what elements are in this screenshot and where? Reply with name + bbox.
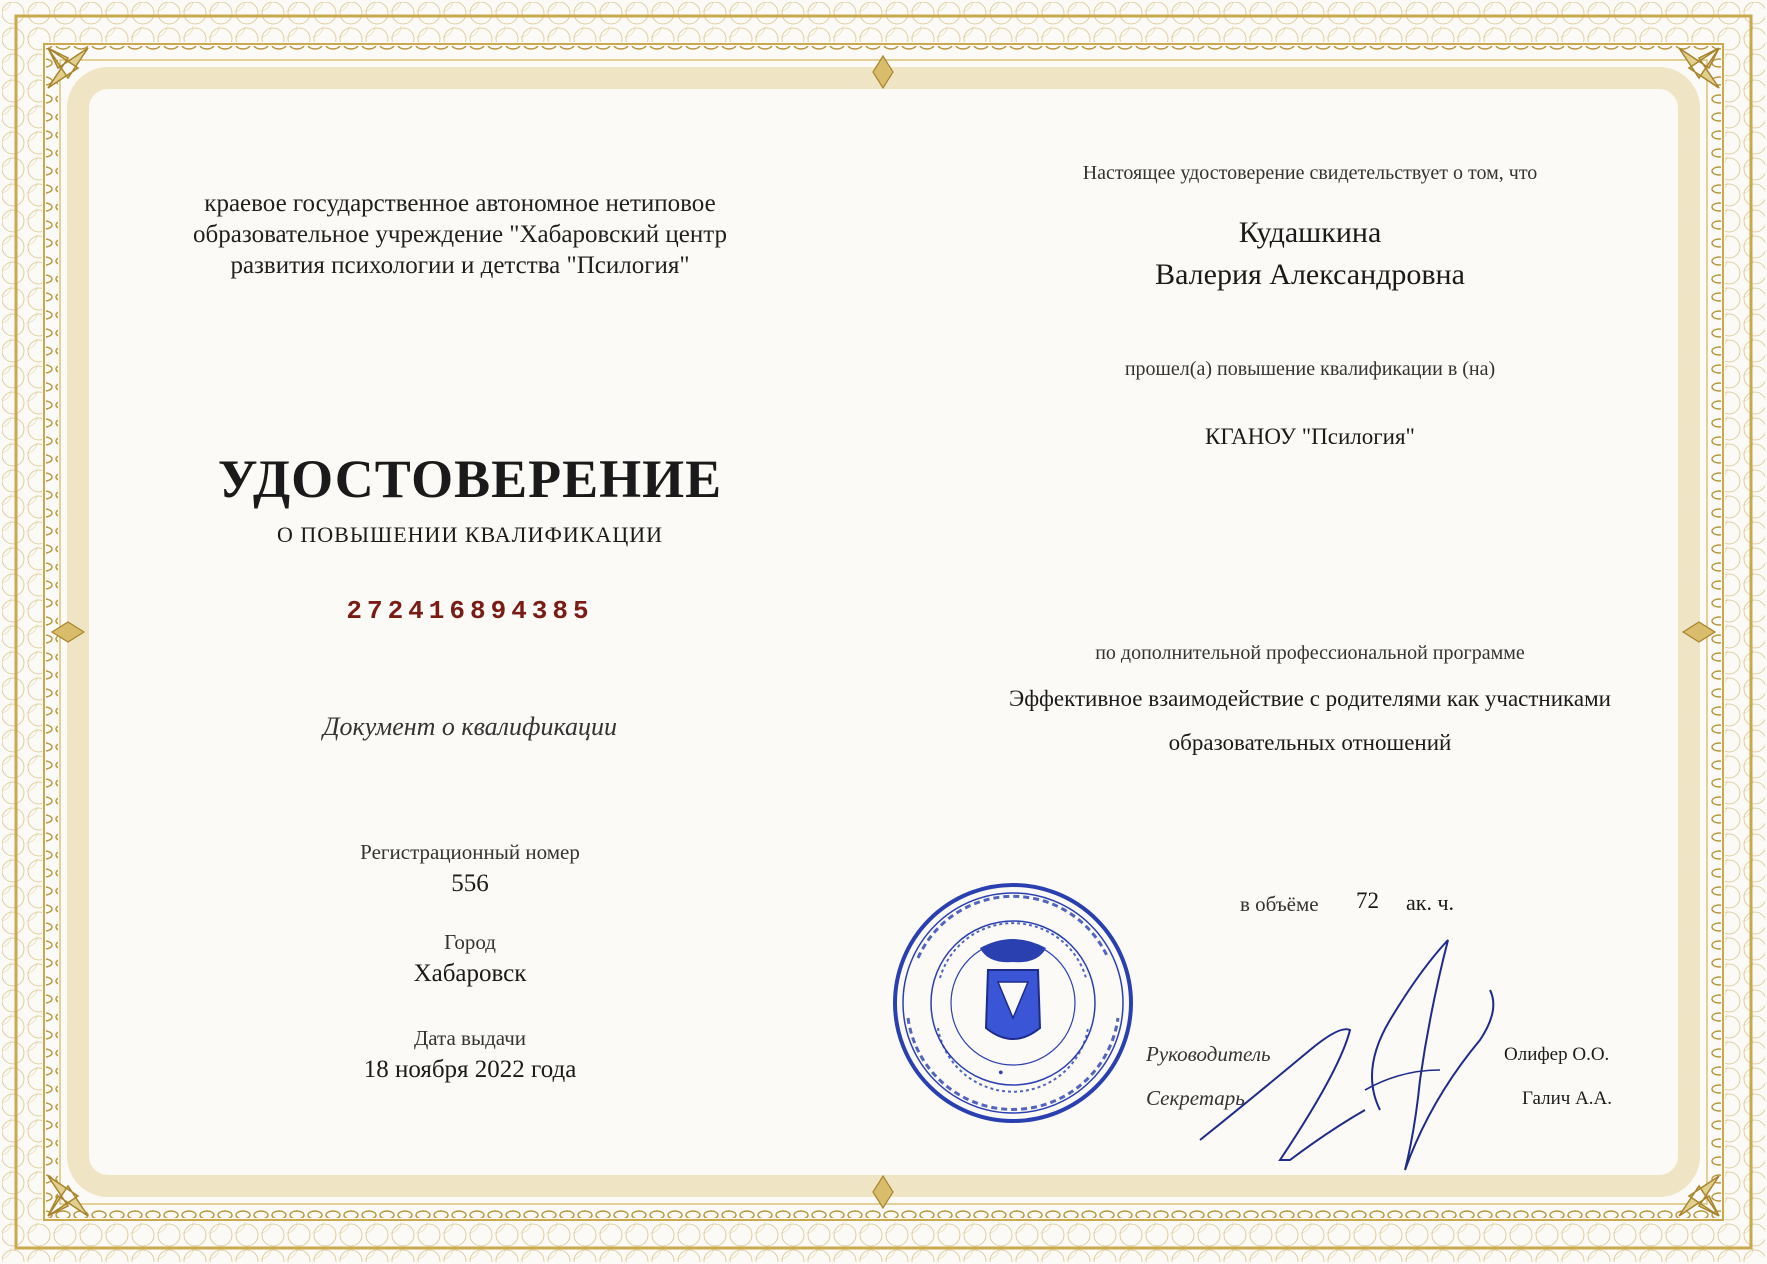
holder-surname: Кудашкина (1238, 216, 1382, 249)
head-label: Руководитель (1146, 1042, 1271, 1066)
document-title: УДОСТОВЕРЕНИЕ (217, 449, 723, 509)
holder-given-names: Валерия Александровна (1155, 258, 1465, 291)
issue-date: 18 ноября 2022 года (363, 1056, 577, 1083)
training-institution: КГАНОУ "Псилогия" (1205, 424, 1415, 449)
volume-unit: ак. ч. (1406, 890, 1455, 915)
secretary-name: Галич А.А. (1522, 1088, 1613, 1109)
serial-number: 272416894385 (346, 596, 594, 626)
head-name: Олифер О.О. (1504, 1044, 1610, 1065)
svg-text:•: • (998, 1065, 1004, 1082)
issue-date-label: Дата выдачи (413, 1026, 527, 1050)
program-title-line1: Эффективное взаимодействие с родителями как участниками (1009, 686, 1611, 711)
registration-label: Регистрационный номер (360, 840, 580, 864)
registration-number: 556 (451, 870, 489, 897)
city-label: Город (444, 930, 496, 954)
official-stamp (888, 878, 1138, 1128)
program-title-line2: образовательных отношений (1168, 730, 1452, 755)
document-subtitle: О ПОВЫШЕНИИ КВАЛИФИКАЦИИ (277, 522, 663, 547)
secretary-label: Секретарь (1146, 1086, 1245, 1110)
volume-label: в объёме (1240, 892, 1319, 916)
program-label: по дополнительной профессиональной программе (1095, 642, 1525, 664)
issuing-organization: краевое государственное автономное нетиповое образовательное учреждение "Хабаровский центр развития психологии и детства "Псилогия" (193, 190, 727, 279)
document-type: Документ о квалификации (323, 712, 617, 741)
city-value: Хабаровск (413, 960, 527, 987)
passed-training-text: прошел(а) повышение квалификации в (на) (1124, 358, 1496, 380)
certificate-intro: Настоящее удостоверение свидетельствует о том, что (1082, 162, 1538, 184)
volume-hours: 72 (1356, 888, 1379, 913)
